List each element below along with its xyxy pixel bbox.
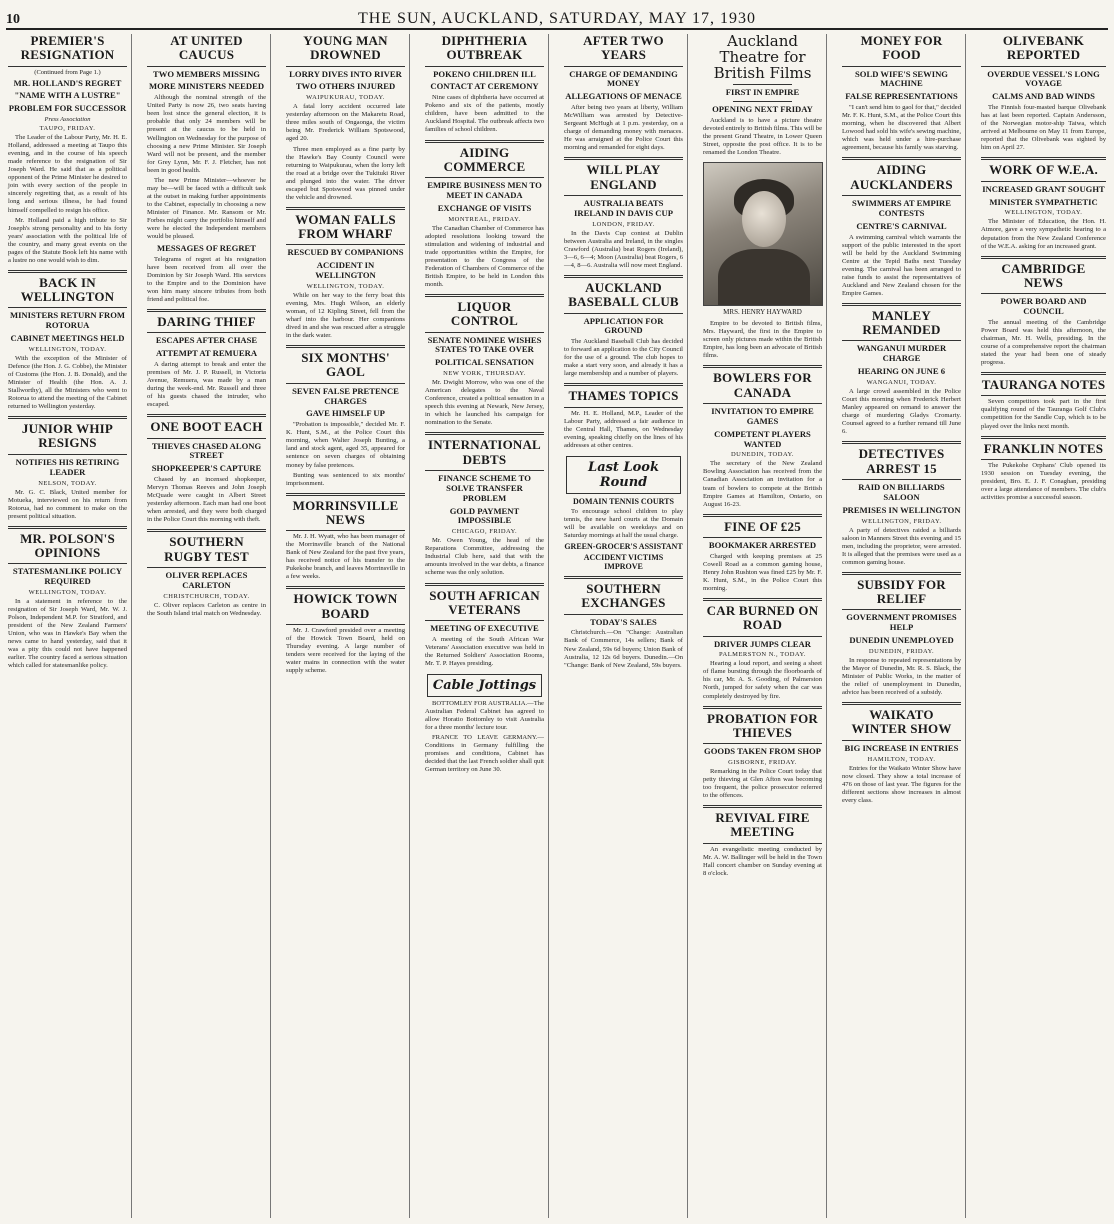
article-paragraph: Mr. Holland paid a high tribute to Sir Joseph's strong personality and to his forty years' association with the political life of the country, and many great events on the pages of the Statute Book left his name with a lustre no one would wish to dim.	[8, 216, 127, 264]
subhead: STATESMANLIKE POLICY REQUIRED	[12, 566, 123, 587]
headline-after-two-years: AFTER TWO YEARS	[564, 34, 683, 67]
article-paragraph: The Leader of the Labour Party, Mr. H. E. Holland, addressed a meeting at Taupo this evening, and in the course of his speech made reference to the resignation of Sir Joseph Ward. He said that as a political opponent of the Prime Minister he desired to join with every section of the people in sincerely regretting that, as a result of his long and serious illness, he had found himself compelled to resign his office.	[8, 134, 127, 214]
subhead: GOLD PAYMENT IMPOSSIBLE	[449, 505, 520, 526]
headline-woman-falls: WOMAN FALLS FROM WHARF	[286, 213, 405, 246]
subhead: ATTEMPT AT REMUERA	[155, 348, 258, 359]
article-paragraph: Christchurch.—On "Change: Australian Bank of Commerce, 14s sellers; Bank of New Zealand, 59s 6d buyers; Union Bank of Australia, 12 12s 6d buyers. Dunedin.—On "Change: Bank of New Zealand, 59s buyers.	[564, 629, 683, 669]
article-paragraph: The Minister of Education, the Hon. H. Atmore, gave a very sympathetic hearing to a deputation from the New Zealand Conference of the W.E.A. asking for an increased grant.	[981, 218, 1106, 250]
article-paragraph: C. Oliver replaces Carleton as centre in the South Island trial match on Wednesday.	[147, 601, 266, 617]
kicker: DOMAIN TENNIS COURTS	[573, 496, 674, 506]
article-paragraph: Empire to be devoted to British films, Mrs. Hayward, the first in the Empire to screen only pictures made within the British Empire, has long been an advocate of British films.	[703, 320, 822, 360]
subhead: RESCUED BY COMPANIONS	[287, 247, 404, 258]
subhead: THIEVES CHASED ALONG STREET	[151, 440, 262, 461]
subhead: WANGANUI MURDER CHARGE	[856, 343, 947, 364]
headline-revival-meeting: REVIVAL FIRE MEETING	[703, 811, 822, 844]
article-paragraph: Chased by an incensed shopkeeper, Mervyn Thomas Reeves and John Joseph McQuade were caught in Albert Street yesterday afternoon. Each man had one boot when arrested, and they were both charged in the Police Court this morning with theft.	[147, 476, 266, 524]
headline-diphtheria: DIPHTHERIA OUTBREAK	[425, 34, 544, 67]
subhead: POWER BOARD AND COUNCIL	[1000, 296, 1087, 317]
subhead: MESSAGES OF REGRET	[156, 242, 256, 253]
headline-fine: FINE OF £25	[703, 520, 822, 538]
kicker: ACCIDENT VICTIMS IMPROVE	[583, 552, 664, 571]
article-paragraph: Bunting was sentenced to six months' imprisonment.	[286, 471, 405, 487]
article-paragraph: Mr. J. H. Wyatt, who has been manager of the Morrinsville branch of the National Bank of New Zealand for the past five years, has received notice of his transfer to the Pukekohe branch, and leaves Morrinsville in a few weeks.	[286, 533, 405, 581]
subhead: HEARING ON JUNE 6	[857, 366, 946, 377]
dateline: PALMERSTON N., TODAY.	[718, 651, 807, 659]
headline-franklin-notes: FRANKLIN NOTES	[981, 442, 1106, 460]
article-paragraph: A fatal lorry accident occurred late yesterday afternoon on the Makaretu Road, three miles south of Ongaonga, the victim being Mr. Frederick William Spotswood, aged 20.	[286, 103, 405, 143]
headline-will-play-england: WILL PLAY ENGLAND	[564, 163, 683, 196]
subhead: BIG INCREASE IN ENTRIES	[844, 742, 959, 753]
subhead: MR. HOLLAND'S REGRET	[13, 77, 122, 88]
last-look-round-header: Last Look Round	[566, 456, 681, 494]
article-paragraph: "Probation is impossible," decided Mr. F. K. Hunt, S.M., at the Police Court this morning, when Walter Joseph Bunting, a land and stock agent, aged 35, appeared for sentence on seven charges of obtaining money by false pretences.	[286, 421, 405, 469]
headline-morrinsville: MORRINSVILLE NEWS	[286, 499, 405, 532]
article-paragraph: A daring attempt to break and enter the premises of Mr. J. P. Russell, in Victoria Avenue, Remuera, was made by a man during the week-end. Mr. Russell and three of his guests chased the intruder, who escaped.	[147, 361, 266, 409]
subhead: OVERDUE VESSEL'S LONG VOYAGE	[987, 68, 1100, 89]
dateline: CHICAGO, FRIDAY.	[451, 528, 518, 536]
column-6	[699, 34, 827, 1218]
dateline: DUNEDIN, TODAY.	[730, 451, 795, 459]
portrait-photo	[703, 162, 823, 306]
headline-baseball-club: AUCKLAND BASEBALL CLUB	[564, 281, 683, 314]
dateline: DUNEDIN, FRIDAY.	[868, 647, 935, 655]
headline-daring-thief: DARING THIEF	[147, 315, 266, 333]
subhead: BOOKMAKER ARRESTED	[708, 539, 817, 550]
article-paragraph: A swimming carnival which warrants the support of the public interested in the sport will be held by the Auckland Swimming Centre at the Tepid Baths next Tuesday evening. The carnival has been arranged to raise funds to assist the representatives of Auckland and New Zealand chosen for the Empire Games.	[842, 233, 961, 297]
continuation-note: (Continued from Page 1.)	[34, 68, 101, 76]
headline-southern-rugby: SOUTHERN RUGBY TEST	[147, 535, 266, 568]
subhead: OPENING NEXT FRIDAY	[712, 104, 813, 115]
headline-probation-thieves: PROBATION FOR THIEVES	[703, 712, 822, 745]
subhead: TODAY'S SALES	[590, 616, 657, 627]
column-1	[4, 34, 132, 1218]
dateline: LONDON, FRIDAY.	[592, 220, 655, 228]
article-paragraph: Mr. G. C. Black, United member for Motueka, interviewed on his return from Rotorua, had no comment to make on the present political situation.	[8, 488, 127, 520]
headline-one-boot-each: ONE BOOT EACH	[147, 420, 266, 438]
article-paragraph: While on her way to the ferry boat this evening, Mrs. Hugh Wilson, an elderly woman, of 12 Kipling Street, fell from the wharf into the harbour. Her companions dived in and she was rescued after a struggle in the dark water.	[286, 291, 405, 340]
headline-back-in-wellington: BACK IN WELLINGTON	[8, 276, 127, 309]
subhead: GOODS TAKEN FROM SHOP	[704, 746, 821, 757]
subhead: FINANCE SCHEME TO SOLVE TRANSFER PROBLEM	[438, 472, 531, 503]
headline-waikato-show: WAIKATO WINTER SHOW	[842, 708, 961, 741]
subhead: GOVERNMENT PROMISES HELP	[846, 612, 957, 633]
article-paragraph: Auckland is to have a picture theatre devoted entirely to British films. This will be the present Grand Theatre, in Lower Queen Street, opposite the post office. It is to be renamed the London Theatre.	[703, 117, 822, 157]
article-paragraph: FRANCE TO LEAVE GERMANY.—Conditions in Germany fulfilling the promises and conditions, Cabinet has decided that the last French soldier shall quit German territory on June 30.	[425, 734, 544, 774]
article-paragraph: Remarking in the Police Court today that petty thieving at Glen Afton was becoming too frequent, the police prosecutor referred to the offences.	[703, 768, 822, 800]
subhead: TWO MEMBERS MISSING	[153, 68, 260, 79]
subhead: MEETING OF EXECUTIVE	[430, 623, 539, 634]
subhead: OLIVER REPLACES CARLETON	[165, 569, 248, 590]
headline-polsons-opinions: MR. POLSON'S OPINIONS	[8, 532, 127, 565]
agency-credit: Press Association	[44, 116, 91, 124]
subhead: RAID ON BILLIARDS SALOON	[858, 481, 945, 502]
subhead: SHOPKEEPER'S CAPTURE	[151, 463, 262, 474]
article-paragraph: An evangelistic meeting conducted by Mr. A. W. Ballinger will be held in the Town Hall concert chamber on Sunday evening at 8 o'clock.	[703, 845, 822, 877]
subhead: AUSTRALIA BEATS IRELAND IN DAVIS CUP	[574, 198, 673, 218]
dateline: WELLINGTON, TODAY.	[306, 282, 385, 290]
article-paragraph: Seven competitors took part in the first qualifying round of the Tauranga Golf Club's competition for the Sandle Cup, which is to be played over the links next month.	[981, 398, 1106, 430]
subhead: DUNEDIN UNEMPLOYED	[849, 635, 954, 645]
subhead: CABINET MEETINGS HELD	[10, 333, 125, 344]
subhead: SOLD WIFE'S SEWING MACHINE	[855, 68, 948, 89]
subhead: COMPETENT PLAYERS WANTED	[714, 428, 811, 449]
dateline: HAMILTON, TODAY.	[867, 755, 936, 763]
subhead: ACCIDENT IN WELLINGTON	[315, 260, 376, 281]
subhead: GAVE HIMSELF UP	[306, 408, 385, 419]
subhead: CHARGE OF DEMANDING MONEY	[569, 68, 678, 89]
subhead: POKENO CHILDREN ILL	[433, 68, 536, 79]
article-paragraph: In the Davis Cup contest at Dublin between Australia and Ireland, in the singles Crawford (Australia) beat Rogers (Ireland), 3—6, 6—4; Moon (Australia) beat Rogers, 6—4, 8—6. Australia will now meet England.	[564, 229, 683, 269]
dateline: WANGANUI, TODAY.	[866, 379, 937, 387]
article-paragraph: With the exception of the Minister of Defence (the Hon. J. G. Cobbe), the Minister of Customs (the Hon. J. B. Donald), and the Minister of Health (the Hon. A. J. Stallworthy), all the Ministers who went to Rotorua to attend the meeting of the Cabinet returned to Wellington yesterday.	[8, 354, 127, 411]
subhead: MINISTERS RETURN FROM ROTORUA	[9, 310, 126, 331]
headline-howick: HOWICK TOWN BOARD	[286, 592, 405, 625]
article-paragraph: Entries for the Waikato Winter Show have now closed. They show a total increase of 476 on those of last year. The figures for the different sections show increases in almost every class.	[842, 764, 961, 804]
subhead: POLITICAL SENSATION	[435, 357, 534, 368]
subhead: CALMS AND BAD WINDS	[992, 91, 1095, 102]
masthead	[6, 6, 1108, 30]
column-8	[977, 34, 1110, 1218]
headline-auckland-theatre: Auckland Theatre for British Films	[713, 34, 812, 82]
subhead: SWIMMERS AT EMPIRE CONTESTS	[852, 198, 951, 218]
article-paragraph: The annual meeting of the Cambridge Power Board was held this afternoon, the chairman, Mr. H. Wells, presiding. In the course of a comprehensive report the chairman stated the year had been one of steady progress.	[981, 318, 1106, 367]
dateline: GISBORNE, FRIDAY.	[728, 759, 797, 767]
dateline: TAUPO, FRIDAY.	[39, 125, 96, 133]
subhead: CONTACT AT CEREMONY	[430, 81, 539, 92]
column-5	[560, 34, 688, 1218]
photo-caption: MRS. HENRY HAYWARD	[723, 308, 802, 317]
article-paragraph: To encourage school children to play tennis, the new hard courts at the Domain will be available on weekdays and on Saturday mornings at half the usual charge.	[564, 507, 683, 539]
article-paragraph: BOTTOMLEY FOR AUSTRALIA.—The Australian Federal Cabinet has agreed to allow Horatio Bottomley to visit Australia for a three months' lecture tour.	[425, 700, 544, 732]
article-paragraph: Mr. H. E. Holland, M.P., Leader of the Labour Party, addressed a fair audience in the Central Hall, Thames, on Wednesday evening, speaking chiefly on the lines of his addresses at other centres.	[564, 409, 683, 449]
article-paragraph: Mr. Owen Young, the head of the Reparations Committee, addressing the Industrial Club here, said that with the amounts involved in the war debts, a finance scheme was the only solution.	[425, 537, 544, 577]
article-paragraph: The Canadian Chamber of Commerce has adopted resolutions looking toward the stimulation and widening of industrial and trade opportunities within the Empire, for presentation to the Congress of the Federation of Chambers of Commerce of the British Empire, to be held in London this month.	[425, 224, 544, 288]
subhead: FALSE REPRESENTATIONS	[845, 91, 958, 102]
article-paragraph: Nine cases of diphtheria have occurred at Pokeno and six of the patients, mostly children, have been admitted to the Auckland Hospital. The outbreak affects two families of school children.	[425, 94, 544, 134]
article-paragraph: Three men employed as a fine party by the Hawke's Bay County Council were returning to Waipukurau, when the lorry left the road at a bridge over the Tukituki River and plunged into the water. The driver escaped but Spotswood was pinned under the vehicle and drowned.	[286, 145, 405, 201]
headline-south-african-veterans: SOUTH AFRICAN VETERANS	[425, 589, 544, 622]
dateline: WELLINGTON, FRIDAY.	[861, 517, 942, 525]
subhead: SEVEN FALSE PRETENCE CHARGES	[292, 385, 399, 406]
subhead: EMPIRE BUSINESS MEN TO MEET IN CANADA	[427, 180, 542, 200]
article-paragraph: The Finnish four-masted barque Olivebank has at last been reported. Captain Andersson, of the Norwegian motor-ship Taiwa, which arrived at Melbourne on May 11 from Europe, reported that the Olivebank was sighted by him on April 27.	[981, 104, 1106, 152]
headline-cambridge-news: CAMBRIDGE NEWS	[981, 262, 1106, 295]
headline-tauranga-notes: TAURANGA NOTES	[981, 378, 1106, 396]
subhead: APPLICATION FOR GROUND	[583, 315, 664, 336]
article-paragraph: In a statement in reference to the resignation of Sir Joseph Ward, Mr. W. J. Polson, Independent M.P. for Stratford, and president of the New Zealand Farmers' Union, who was in Hawke's Bay when the news came to hand yesterday, said that it was a pity this could not have happened earlier. The country faced a serious situation which called for statesmanlike policy.	[8, 597, 127, 670]
headline-bowlers-canada: BOWLERS FOR CANADA	[703, 371, 822, 404]
article-paragraph: "I can't send him to gaol for that," decided Mr. F. K. Hunt, S.M., at the Police Court this morning, when he discovered that Albert Lowood had sold his wife's sewing machine, which was held under a hire-purchase agreement, because his family was starving.	[842, 104, 961, 152]
subhead: FIRST IN EMPIRE	[725, 87, 800, 98]
headline-international-debts: INTERNATIONAL DEBTS	[425, 438, 544, 471]
subhead: INVITATION TO EMPIRE GAMES	[711, 405, 814, 426]
subhead: NOTIFIES HIS RETIRING LEADER	[15, 456, 120, 477]
headline-money-for-food: MONEY FOR FOOD	[842, 34, 961, 67]
headline-thames-topics: THAMES TOPICS	[564, 389, 683, 407]
subhead: TWO OTHERS INJURED	[295, 81, 396, 92]
article-paragraph: The secretary of the New Zealand Bowling Association has received from the Canadian Association an invitation for a team of bowlers to compete at the British Empire Games at Hamilton, Ontario, on August 16-23.	[703, 460, 822, 508]
subhead: ESCAPES AFTER CHASE	[155, 335, 258, 346]
column-7	[838, 34, 966, 1218]
kicker: GREEN-GROCER'S ASSISTANT	[564, 541, 683, 551]
article-paragraph: The new Prime Minister—whoever he may be—will be faced with a difficult task at the outset in making further appointments to the Cabinet, especially in choosing a new Minister of Finance. Mr. Ransom or Mr. Forbes might carry the portfolio himself and were he elected the Independent members would be pleased.	[147, 176, 266, 240]
column-3	[282, 34, 410, 1218]
headline-six-months-gaol: SIX MONTHS' GAOL	[286, 351, 405, 384]
headline-manley-remanded: MANLEY REMANDED	[842, 309, 961, 342]
headline-aiding-aucklanders: AIDING AUCKLANDERS	[842, 163, 961, 196]
headline-olivebank: OLIVEBANK REPORTED	[981, 34, 1106, 67]
subhead: PREMISES IN WELLINGTON	[842, 504, 961, 515]
dateline: WELLINGTON, TODAY.	[28, 345, 107, 353]
dateline: NELSON, TODAY.	[38, 479, 97, 487]
cable-jottings-header: Cable Jottings	[427, 674, 542, 697]
dateline: NEW YORK, THURSDAY.	[443, 370, 526, 378]
article-paragraph: Telegrams of regret at his resignation have been received from all over the Dominion by Sir Joseph Ward. His services to the Empire and to the Dominion have won him many sincere tributes from both friend and political foe.	[147, 255, 266, 303]
subhead: ALLEGATIONS OF MENACE	[565, 91, 682, 102]
newspaper-masthead: THE SUN, AUCKLAND, SATURDAY, MAY 17, 1930	[357, 10, 757, 27]
headline-premiers-resignation: PREMIER'S RESIGNATION	[8, 34, 127, 67]
subhead: MORE MINISTERS NEEDED	[148, 81, 265, 92]
subhead: INCREASED GRANT SOUGHT	[982, 183, 1105, 194]
headline-junior-whip: JUNIOR WHIP RESIGNS	[8, 422, 127, 455]
article-paragraph: In response to repeated representations by the Mayor of Dunedin, Mr. R. S. Black, the Minister of Public Works, in the matter of the relief of unemployment in Dunedin, advice has been received of a subsidy.	[842, 656, 961, 696]
dateline: WELLINGTON, TODAY.	[1004, 209, 1083, 217]
dateline: MONTREAL, FRIDAY.	[448, 215, 521, 223]
headline-car-burned: CAR BURNED ON ROAD	[703, 604, 822, 637]
headline-southern-exchanges: SOUTHERN EXCHANGES	[564, 582, 683, 615]
article-paragraph: Charged with keeping premises at 25 Cowell Road as a common gaming house, Henry John Rushton was fined £25 by Mr. F. K. Hunt, S.M., in the Police Court this morning.	[703, 552, 822, 592]
article-paragraph: The Pukekohe Orphans' Club opened its 1930 session on Tuesday evening, the president, Bro. E. J. F. Conaghan, presiding over a large attendance of members. The club's activities promise a successful season.	[981, 461, 1106, 501]
dateline: WAIPUKURAU, TODAY.	[306, 94, 385, 102]
subhead: LORRY DIVES INTO RIVER	[289, 68, 402, 79]
headline-aiding-commerce: AIDING COMMERCE	[425, 146, 544, 179]
page-number: 10	[6, 12, 20, 27]
article-paragraph: A large crowd assembled in the Police Court this morning when Frederick Herbert Manley appeared on remand to answer the charge of murdering Gladys Cromarty. Counsel agreed to a further remand till June 6.	[842, 388, 961, 436]
headline-subsidy-relief: SUBSIDY FOR RELIEF	[842, 578, 961, 611]
subhead: DRIVER JUMPS CLEAR	[714, 638, 811, 649]
headline-united-caucus: AT UNITED CAUCUS	[147, 34, 266, 67]
subhead: PROBLEM FOR SUCCESSOR	[8, 103, 127, 114]
article-paragraph: Mr. Dwight Morrow, who was one of the American delegates to the Naval Conference, created a political sensation in a speech this evening at Newark, New Jersey, in which he launched his campaign for nomination to the Senate.	[425, 379, 544, 427]
article-paragraph: The Auckland Baseball Club has decided to forward an application to the City Council for the use of a ground. The club hopes to make a start very soon, and already it has a large membership and a number of players.	[564, 338, 683, 378]
headline-detectives-arrest: DETECTIVES ARREST 15	[842, 447, 961, 480]
subhead: CENTRE'S CARNIVAL	[856, 220, 947, 231]
dateline: WELLINGTON, TODAY.	[28, 588, 107, 596]
article-paragraph: After being two years at liberty, William McWilliam was arrested by Detective-Sergeant McHugh at 1 p.m. yesterday, on a charge of demanding money with menaces. He was arraigned at the Police Court this morning and remanded for eight days.	[564, 104, 683, 152]
subhead: SENATE NOMINEE WISHES STATES TO TAKE OVER	[427, 334, 542, 355]
article-paragraph: Mr. J. Crawford presided over a meeting of the Howick Town Board, held on Thursday evening. A large number of tenders were received for the laying of the water mains in connection with the water supply scheme.	[286, 626, 405, 675]
subhead: "NAME WITH A LUSTRE"	[14, 90, 121, 101]
column-2	[143, 34, 271, 1218]
headline-young-man-drowned: YOUNG MAN DROWNED	[286, 34, 405, 67]
headline-liquor-control: LIQUOR CONTROL	[425, 300, 544, 333]
subhead: EXCHANGE OF VISITS	[437, 202, 532, 213]
dateline: CHRISTCHURCH, TODAY.	[163, 592, 250, 600]
article-paragraph: A party of detectives raided a billiards saloon in Manners Street this evening and 15 men, including the proprietor, were arrested. It is alleged that the premises were used as a common gaming house.	[842, 526, 961, 566]
subhead: MINISTER SYMPATHETIC	[989, 196, 1098, 207]
article-paragraph: Hearing a loud report, and seeing a sheet of flame bursting through the floorboards of his car, Mr. A. S. Gooding, of Palmerston North, jumped for safety when the car was completely destroyed by fire.	[703, 660, 822, 700]
column-4	[421, 34, 549, 1218]
headline-work-of-wea: WORK OF W.E.A.	[981, 163, 1106, 181]
article-paragraph: Although the nominal strength of the United Party is now 26, two seats having been lost since the general election, it is probable that only 24 members will be present at the caucus to be held in Wellington on Wednesday for the purpose of choosing a new Prime Minister. Sir Joseph Ward will not be present, and the member for Grey Lynn, Mr. F. J. Fletcher, has not been in good health.	[147, 94, 266, 174]
article-paragraph: A meeting of the South African War Veterans' Association executive was held in the Returned Soldiers' Association Rooms, Mr. T. P. Hayes presiding.	[425, 635, 544, 668]
